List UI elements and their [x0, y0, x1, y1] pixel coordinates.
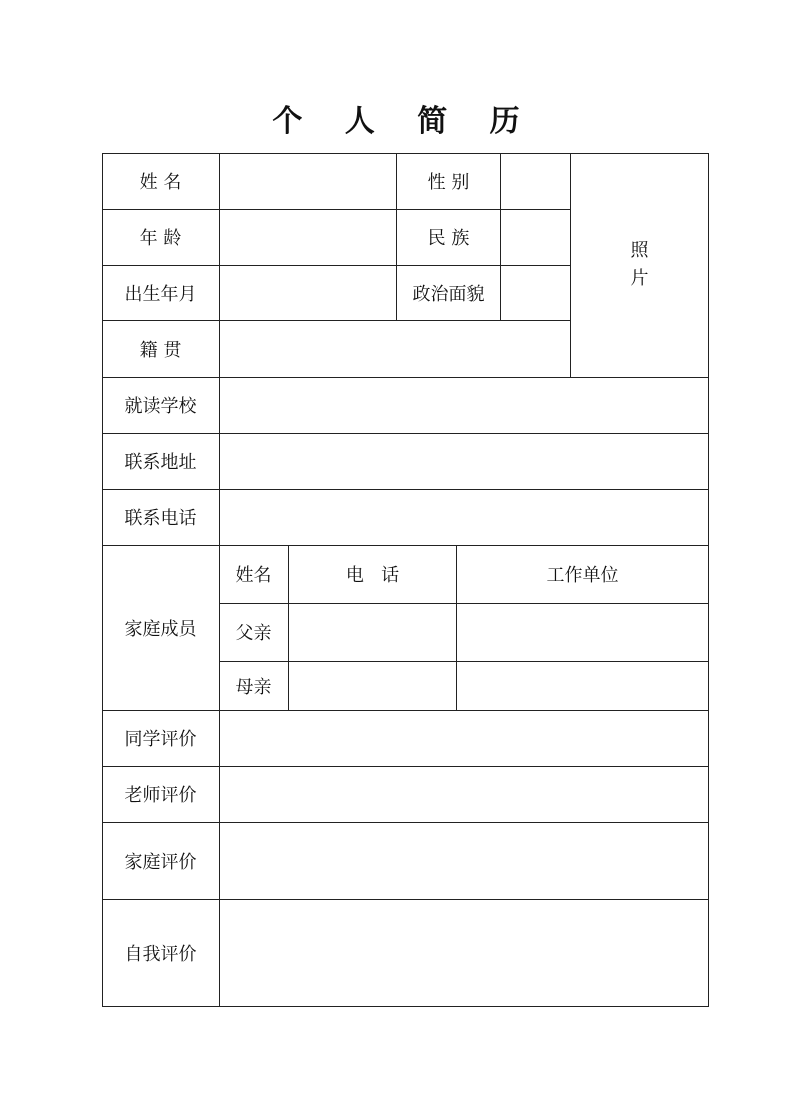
age-field[interactable]: [220, 210, 396, 265]
ethnicity-label: 民 族: [427, 228, 470, 249]
address-field[interactable]: [220, 434, 708, 489]
table-border-bottom: [102, 1006, 709, 1007]
ethnicity-field[interactable]: [501, 210, 570, 265]
birth-field[interactable]: [220, 266, 396, 320]
photo-label-line2: 片: [630, 268, 649, 289]
family-row-mother-label: 母亲: [235, 676, 272, 698]
teacher-eval-field[interactable]: [220, 767, 708, 822]
school-field[interactable]: [220, 378, 708, 433]
classmate-eval-field[interactable]: [220, 711, 708, 766]
page-title: 个 人 简 历: [272, 104, 536, 139]
family-eval-label: 家庭评价: [124, 851, 197, 873]
teacher-eval-label: 老师评价: [124, 785, 197, 806]
gender-field[interactable]: [501, 154, 570, 209]
native-place-label: 籍 贯: [139, 339, 182, 361]
birth-label: 出生年月: [124, 283, 197, 305]
address-label: 联系地址: [124, 452, 197, 473]
father-phone-field[interactable]: [289, 604, 456, 661]
family-eval-field[interactable]: [220, 823, 708, 899]
classmate-eval-label: 同学评价: [124, 729, 197, 750]
school-label: 就读学校: [124, 396, 197, 417]
political-field[interactable]: [501, 266, 570, 320]
table-border-right: [708, 153, 709, 1007]
phone-field[interactable]: [220, 490, 708, 545]
mother-work-field[interactable]: [457, 662, 708, 710]
name-label: 姓 名: [139, 172, 182, 193]
family-header-work: 工作单位: [546, 565, 619, 586]
mother-phone-field[interactable]: [289, 662, 456, 710]
family-label: 家庭成员: [124, 618, 197, 640]
phone-label: 联系电话: [124, 508, 197, 529]
photo-placeholder[interactable]: [571, 153, 708, 377]
native-place-field[interactable]: [220, 321, 570, 377]
family-header-name: 姓名: [235, 565, 272, 586]
family-row-father-label: 父亲: [235, 623, 272, 644]
political-label: 政治面貌: [412, 283, 485, 305]
name-field[interactable]: [220, 154, 396, 209]
self-eval-field[interactable]: [220, 900, 708, 1006]
family-header-phone: 电 话: [345, 565, 400, 586]
age-label: 年 龄: [139, 228, 182, 249]
self-eval-label: 自我评价: [124, 943, 197, 965]
photo-label-line1: 照: [630, 240, 649, 261]
father-work-field[interactable]: [457, 604, 708, 661]
gender-label: 性 别: [427, 172, 470, 193]
